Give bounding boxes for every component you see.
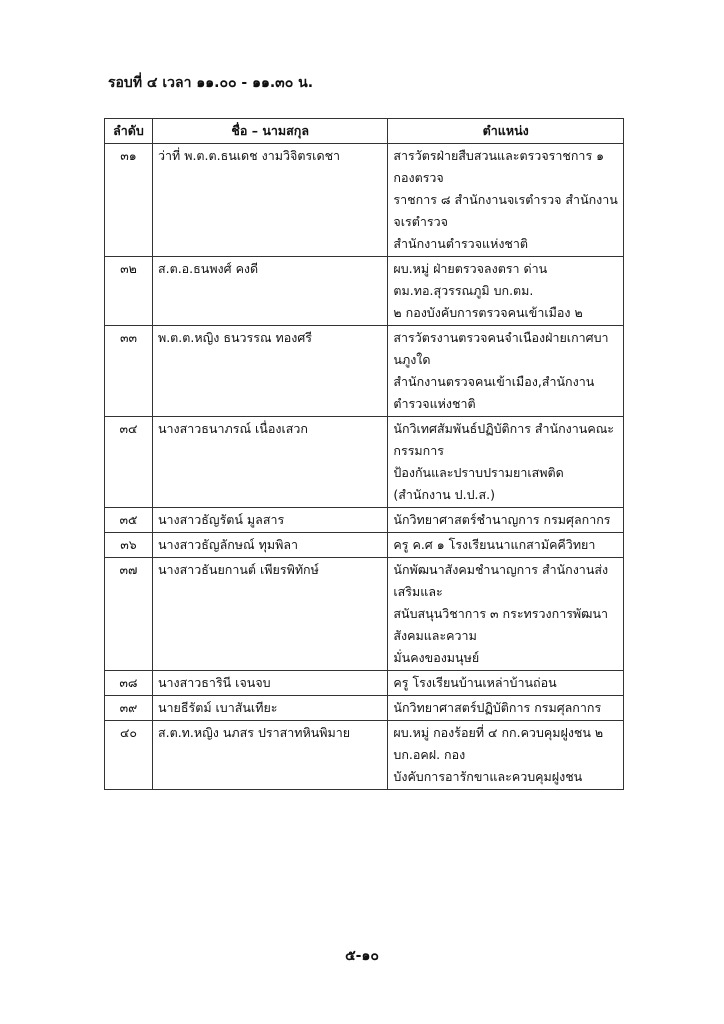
table-row [105, 696, 624, 721]
position-line: สำนักงานตำรวจแห่งชาติ [393, 236, 529, 251]
position-line: สารวัตรฝ่ายสืบสวนและตรวจราชการ ๑ กองตรวจ [393, 148, 605, 185]
position-line: ๒ กองบังคับการตรวจคนเข้าเมือง ๒ [393, 305, 583, 320]
position-line: สารวัตรงานตรวจคนจำเนืองฝ่ายเกาศบานภูงใด [393, 330, 609, 367]
table-row [105, 257, 624, 326]
participant-name: นายธีรัตม์ เบาสันเทียะ [152, 696, 387, 721]
table-row [105, 671, 624, 696]
table-header-row [105, 119, 624, 144]
participant-position [388, 508, 624, 533]
page-number: ๕-๑๐ [345, 948, 379, 964]
row-number: ๓๑ [105, 144, 153, 257]
participant-name: พ.ต.ต.หญิง ธนวรรณ ทองศรี [152, 326, 387, 417]
participant-name: นางสาวธารินี เจนจบ [152, 671, 387, 696]
position-line: บังคับการอารักขาและควบคุมฝูงชน [393, 769, 583, 784]
participant-position [388, 671, 624, 696]
participant-position [388, 696, 624, 721]
row-number: ๓๙ [105, 696, 153, 721]
row-number: ๓๖ [105, 533, 153, 558]
participant-name: ส.ต.ท.หญิง นภสร ปราสาทหินพิมาย [152, 721, 387, 790]
participant-position [388, 144, 624, 257]
participant-name: ส.ต.อ.ธนพงศ์ คงดี [152, 257, 387, 326]
position-line: นักวิทยาศาสตร์ปฏิบัติการ กรมศุลกากร [393, 700, 602, 715]
row-number: ๔๐ [105, 721, 153, 790]
participant-name: นางสาวธนาภรณ์ เนื่องเสวก [152, 417, 387, 508]
table-row [105, 144, 624, 257]
column-header-number: ลำดับ [105, 119, 153, 144]
participant-table [104, 118, 624, 790]
participant-position [388, 326, 624, 417]
table-row [105, 417, 624, 508]
row-number: ๓๓ [105, 326, 153, 417]
position-line: มั่นคงของมนุษย์ [393, 650, 480, 665]
row-number: ๓๒ [105, 257, 153, 326]
participant-position [388, 417, 624, 508]
row-number: ๓๕ [105, 508, 153, 533]
position-line: นักวิทยาศาสตร์ชำนาญการ กรมศุลกากร [393, 512, 611, 527]
table-row [105, 721, 624, 790]
position-line: นักพัฒนาสังคมชำนาญการ สำนักงานส่งเสริมและ [393, 562, 609, 599]
participant-name: นางสาวธัญรัตน์ มูลสาร [152, 508, 387, 533]
position-line: ราชการ ๘ สำนักงานจเรตำรวจ สำนักงานจเรตำรวจ [393, 192, 618, 229]
column-header-name: ชื่อ – นามสกุล [152, 119, 387, 144]
participant-position [388, 721, 624, 790]
participant-name: นางสาวธัญลักษณ์ ทุมพิลา [152, 533, 387, 558]
position-line: นักวิเทศสัมพันธ์ปฏิบัติการ สำนักงานคณะกรรมการ [393, 421, 615, 458]
position-line: สนับสนุนวิชาการ ๓ กระทรวงการพัฒนาสังคมและความ [393, 606, 609, 643]
page-heading: รอบที่ ๔ เวลา ๑๑.๐๐ - ๑๑.๓๐ น. [108, 75, 314, 91]
participant-name: นางสาวธันยกานต์ เพียรพิทักษ์ [152, 558, 387, 671]
position-line: ครู ค.ศ ๑ โรงเรียนนาแกสามัคคีวิทยา [393, 537, 596, 552]
row-number: ๓๔ [105, 417, 153, 508]
position-line: สำนักงานตรวจคนเข้าเมือง,สำนักงานตำรวจแห่งชาติ [393, 374, 595, 411]
position-line: ผบ.หมู่ ฝ่ายตรวจลงตรา ด่าน ตม.ทอ.สุวรรณภูมิ บก.ตม. [393, 261, 548, 298]
table-row [105, 533, 624, 558]
table-row [105, 558, 624, 671]
position-line: ป้องกันและปราบปรามยาเสพติด (สำนักงาน ป.ป.ส.) [393, 465, 564, 502]
position-line: ครู โรงเรียนบ้านเหล่าบ้านถ่อน [393, 675, 557, 690]
participant-position [388, 533, 624, 558]
row-number: ๓๗ [105, 558, 153, 671]
row-number: ๓๘ [105, 671, 153, 696]
table-row [105, 326, 624, 417]
participant-position [388, 257, 624, 326]
participant-position [388, 558, 624, 671]
position-line: ผบ.หมู่ กองร้อยที่ ๔ กก.ควบคุมฝูงชน ๒ บก.อคฝ. กอง [393, 725, 604, 762]
table-row [105, 508, 624, 533]
participant-name: ว่าที่ พ.ต.ต.ธนเดช งามวิจิตรเดชา [152, 144, 387, 257]
column-header-position: ตำแหน่ง [388, 119, 624, 144]
